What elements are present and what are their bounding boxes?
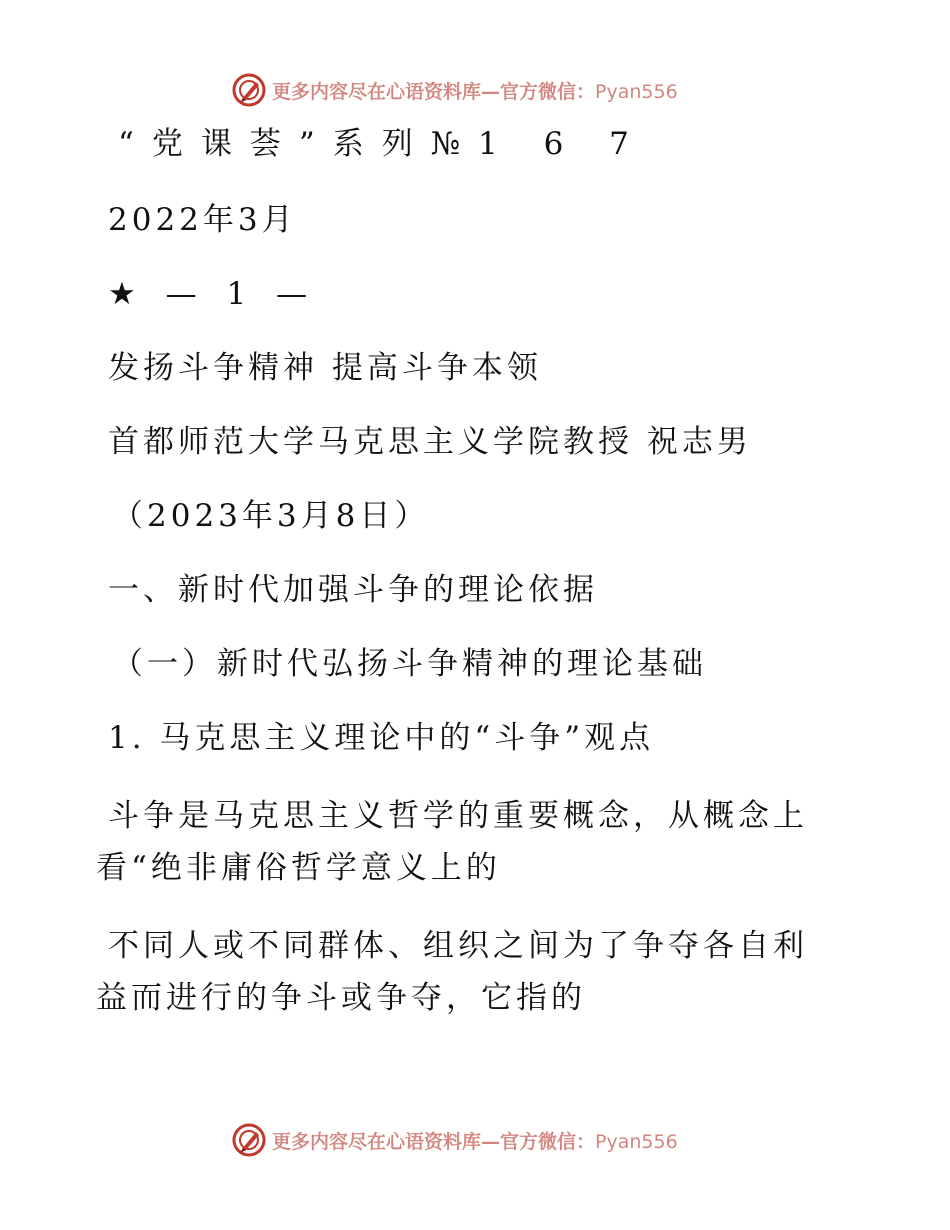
lecture-date: （2023年3月8日） — [112, 498, 430, 534]
subsection-heading-1: （一）新时代弘扬斗争精神的理论基础 — [112, 646, 707, 682]
document-title: 发扬斗争精神 提高斗争本领 — [108, 350, 542, 386]
watermark-text: 更多内容尽在心语资料库—官方微信：Pyan556 — [272, 1130, 678, 1153]
wechat-id: Pyan556 — [595, 1130, 678, 1153]
paragraph-1: 斗争是马克思主义哲学的重要概念，从概念上看“绝非庸俗哲学意义上的 — [96, 798, 808, 886]
point-heading-1: 1. 马克思主义理论中的“斗争”观点 — [108, 720, 655, 756]
pen-logo-icon — [232, 1123, 266, 1157]
section-heading-1: 一、新时代加强斗争的理论依据 — [108, 572, 598, 608]
issue-marker: ★ — 1 — — [108, 276, 318, 312]
document-date: 2022年3月 — [108, 202, 297, 238]
footer-watermark — [232, 1122, 678, 1158]
pen-logo-icon — [232, 73, 266, 107]
author-line: 首都师范大学马克思主义学院教授 祝志男 — [108, 424, 752, 460]
watermark-text: 更多内容尽在心语资料库—官方微信：Pyan556 — [272, 80, 678, 103]
header-watermark — [232, 72, 678, 108]
wechat-id: Pyan556 — [595, 80, 678, 103]
paragraph-2: 不同人或不同群体、组织之间为了争夺各自利益而进行的争斗或争夺，它指的 — [96, 928, 808, 1016]
series-label: “党课荟”系列№1 6 7 — [118, 126, 647, 162]
